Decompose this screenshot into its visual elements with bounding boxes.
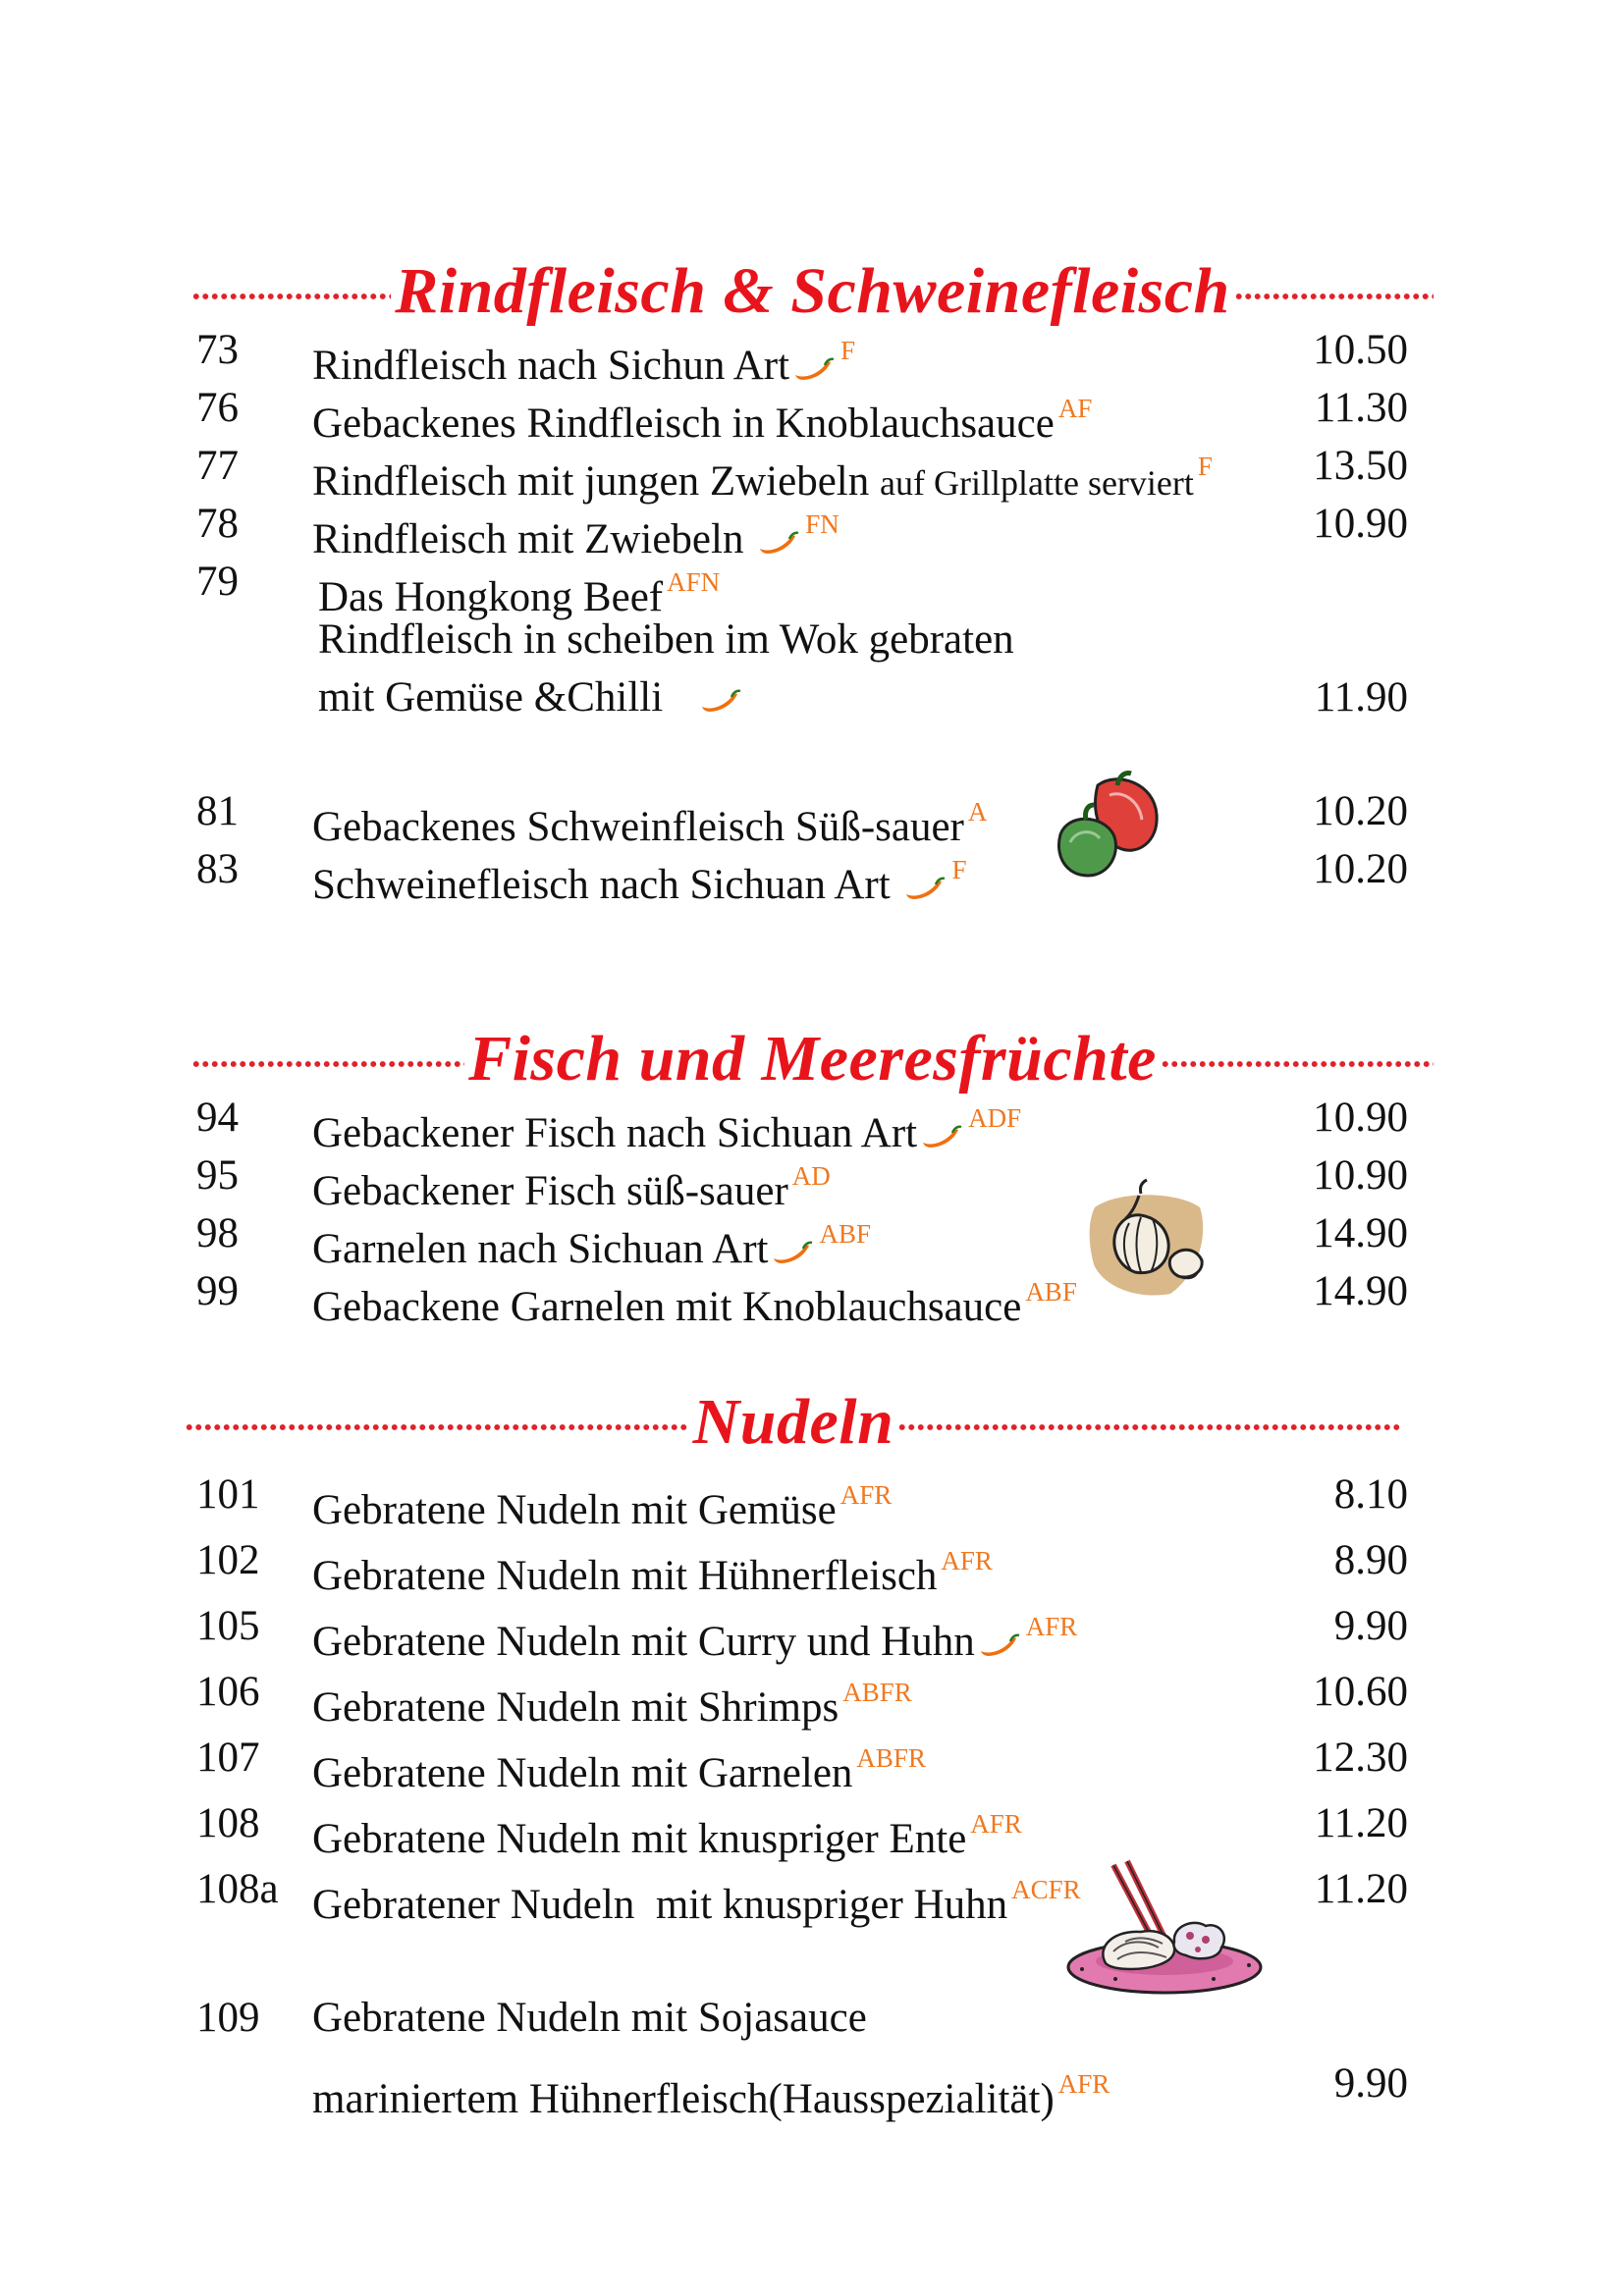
item-name: Gebratene Nudeln mit Gemüse <box>312 1487 837 1533</box>
item-allergen: AFR <box>941 1546 993 1575</box>
item-name-wrap <box>312 1532 993 1605</box>
menu-item <box>0 1263 1624 1330</box>
item-name: Garnelen nach Sichuan Art <box>312 1226 769 1272</box>
item-price: 10.50 <box>1313 327 1408 373</box>
menu-item-line <box>0 669 1624 726</box>
item-allergen: AFR <box>1025 1612 1078 1641</box>
chili-icon <box>977 1631 1020 1657</box>
item-allergen: AFN <box>667 567 721 597</box>
item-allergen: AF <box>1057 394 1093 423</box>
menu-item <box>0 1861 1624 1928</box>
item-name-wrap <box>312 1730 926 1802</box>
menu-item <box>0 1532 1624 1599</box>
chili-icon <box>756 529 799 555</box>
item-number: 105 <box>196 1603 260 1649</box>
item-number: 78 <box>196 501 239 547</box>
item-name: Schweinefleisch nach Sichuan Art <box>312 862 891 908</box>
section-title: Nudeln <box>692 1386 894 1458</box>
item-price: 8.10 <box>1333 1471 1408 1518</box>
peppers-icon <box>1049 766 1166 888</box>
item-number: 109 <box>196 1995 260 2041</box>
item-name: Gebackenes Rindfleisch in Knoblauchsauce <box>312 400 1055 447</box>
item-name-wrap <box>312 1795 1022 1868</box>
menu-item <box>0 1090 1624 1156</box>
section-heading-fish <box>191 1003 1434 1095</box>
section-title: Fisch und Meeresfrüchte <box>468 1023 1157 1095</box>
item-allergen: AFR <box>1057 2069 1110 2099</box>
item-price: 11.20 <box>1314 1866 1408 1912</box>
item-number: 107 <box>196 1735 260 1781</box>
item-number: 106 <box>196 1669 260 1715</box>
item-allergen: F <box>1197 452 1213 481</box>
item-name: Rindfleisch mit jungen Zwiebeln <box>312 458 870 505</box>
item-name: Gebratene Nudeln mit knuspriger Ente <box>312 1816 967 1862</box>
item-allergen: F <box>951 855 967 884</box>
section-heading-beef-pork <box>191 236 1434 327</box>
item-name: Gebratene Nudeln mit Shrimps <box>312 1684 839 1731</box>
item-price: 10.20 <box>1313 846 1408 892</box>
heading-dots-right <box>1234 291 1434 310</box>
noodle-plate-icon <box>1056 1857 1263 2004</box>
item-price: 14.90 <box>1313 1268 1408 1314</box>
item-name: Gebackener Fisch süß-sauer <box>312 1168 788 1214</box>
item-name-wrap <box>312 1664 912 1736</box>
heading-dots-right <box>1161 1058 1434 1078</box>
item-allergen: AD <box>791 1161 831 1191</box>
item-allergen: ADF <box>968 1103 1022 1133</box>
menu-item <box>0 1795 1624 1862</box>
item-name: Gebratene Nudeln mit Garnelen <box>312 1750 853 1796</box>
chili-icon <box>902 875 946 900</box>
item-price: 11.20 <box>1314 1800 1408 1846</box>
menu-item <box>0 1990 1624 2047</box>
item-name: Gebackener Fisch nach Sichuan Art <box>312 1110 918 1156</box>
heading-dots-right <box>897 1421 1402 1441</box>
item-price: 8.90 <box>1333 1537 1408 1583</box>
item-allergen: ACFR <box>1011 1875 1081 1904</box>
item-name-wrap <box>312 1598 1077 1671</box>
item-price: 10.60 <box>1313 1669 1408 1715</box>
item-name: Rindfleisch mit Zwiebeln <box>312 516 744 562</box>
item-number: 108 <box>196 1800 260 1846</box>
item-description: mit Gemüse &Chilli <box>318 674 664 721</box>
item-name: Gebackene Garnelen mit Knoblauchsauce <box>312 1284 1022 1330</box>
item-name: Gebackenes Schweinfleisch Süß-sauer <box>312 804 964 850</box>
item-number: 73 <box>196 327 239 373</box>
item-number: 79 <box>196 559 239 605</box>
item-description: Rindfleisch in scheiben im Wok gebraten <box>318 616 1014 663</box>
item-number: 108a <box>196 1866 279 1912</box>
menu-item <box>0 783 1624 850</box>
item-price: 10.90 <box>1313 1095 1408 1141</box>
item-allergen: AFR <box>970 1809 1022 1839</box>
menu-item <box>0 1664 1624 1731</box>
chili-icon <box>698 687 741 713</box>
item-name: Gebratener Nudeln mit knuspriger Huhn <box>312 1882 1008 1928</box>
item-price: 12.30 <box>1313 1735 1408 1781</box>
item-name-wrap <box>312 841 966 914</box>
item-price: 9.90 <box>1333 2060 1408 2107</box>
menu-item <box>0 1467 1624 1533</box>
item-number: 95 <box>196 1152 239 1199</box>
item-number: 94 <box>196 1095 239 1141</box>
item-number: 101 <box>196 1471 260 1518</box>
item-number: 81 <box>196 788 239 834</box>
item-name-wrap <box>312 1263 1077 1336</box>
item-allergen: F <box>840 336 856 365</box>
item-name-wrap <box>312 1467 892 1539</box>
item-allergen: ABF <box>1025 1277 1077 1307</box>
item-name-wrap <box>318 669 743 726</box>
menu-item <box>0 496 1624 562</box>
item-price: 10.90 <box>1313 1152 1408 1199</box>
heading-dots-left <box>191 291 391 310</box>
item-allergen: ABF <box>819 1219 872 1249</box>
chili-icon <box>919 1123 962 1148</box>
item-name-wrap <box>312 2056 1110 2128</box>
item-price: 13.50 <box>1313 443 1408 489</box>
item-number: 99 <box>196 1268 239 1314</box>
item-price: 11.90 <box>1314 674 1408 721</box>
item-name: Gebratene Nudeln mit Curry und Huhn <box>312 1619 975 1665</box>
menu-item <box>0 438 1624 505</box>
item-description: mariniertem Hühnerfleisch(Hausspezialität) <box>312 2076 1055 2122</box>
item-name: Gebratene Nudeln mit Hühnerfleisch <box>312 1553 938 1599</box>
item-allergen: AFR <box>839 1480 893 1510</box>
item-number: 76 <box>196 385 239 431</box>
item-allergen: ABFR <box>842 1678 912 1707</box>
menu-item <box>0 1148 1624 1214</box>
item-number: 77 <box>196 443 239 489</box>
item-allergen: ABFR <box>856 1743 926 1773</box>
menu-item <box>0 1730 1624 1796</box>
heading-dots-left <box>191 1058 464 1078</box>
chili-icon <box>791 355 835 381</box>
item-price: 10.20 <box>1313 788 1408 834</box>
item-price: 14.90 <box>1313 1210 1408 1256</box>
item-number: 83 <box>196 846 239 892</box>
item-price: 10.90 <box>1313 501 1408 547</box>
item-name: Rindfleisch nach Sichun Art <box>312 343 790 389</box>
item-allergen: A <box>967 797 988 827</box>
item-allergen: FN <box>805 509 839 539</box>
menu-item <box>0 841 1624 908</box>
item-price: 9.90 <box>1333 1603 1408 1649</box>
item-number: 98 <box>196 1210 239 1256</box>
menu-item-line <box>0 2056 1624 2122</box>
item-name-wrap <box>312 1861 1081 1934</box>
item-price: 11.30 <box>1314 385 1408 431</box>
menu-item <box>0 1205 1624 1272</box>
menu-item <box>0 1598 1624 1665</box>
item-note: auf Grillplatte serviert <box>880 463 1194 503</box>
item-name: Das Hongkong Beef <box>318 574 664 620</box>
item-name: Gebratene Nudeln mit Sojasauce <box>312 1995 867 2041</box>
menu-item <box>0 380 1624 447</box>
garlic-icon <box>1080 1178 1218 1306</box>
section-heading-noodles <box>185 1366 1402 1458</box>
menu-item <box>0 554 1624 620</box>
menu-item-line <box>0 612 1624 668</box>
menu-item <box>0 322 1624 389</box>
chili-icon <box>770 1239 813 1264</box>
item-number: 102 <box>196 1537 260 1583</box>
section-title: Rindfleisch & Schweinefleisch <box>395 255 1230 327</box>
heading-dots-left <box>185 1421 689 1441</box>
